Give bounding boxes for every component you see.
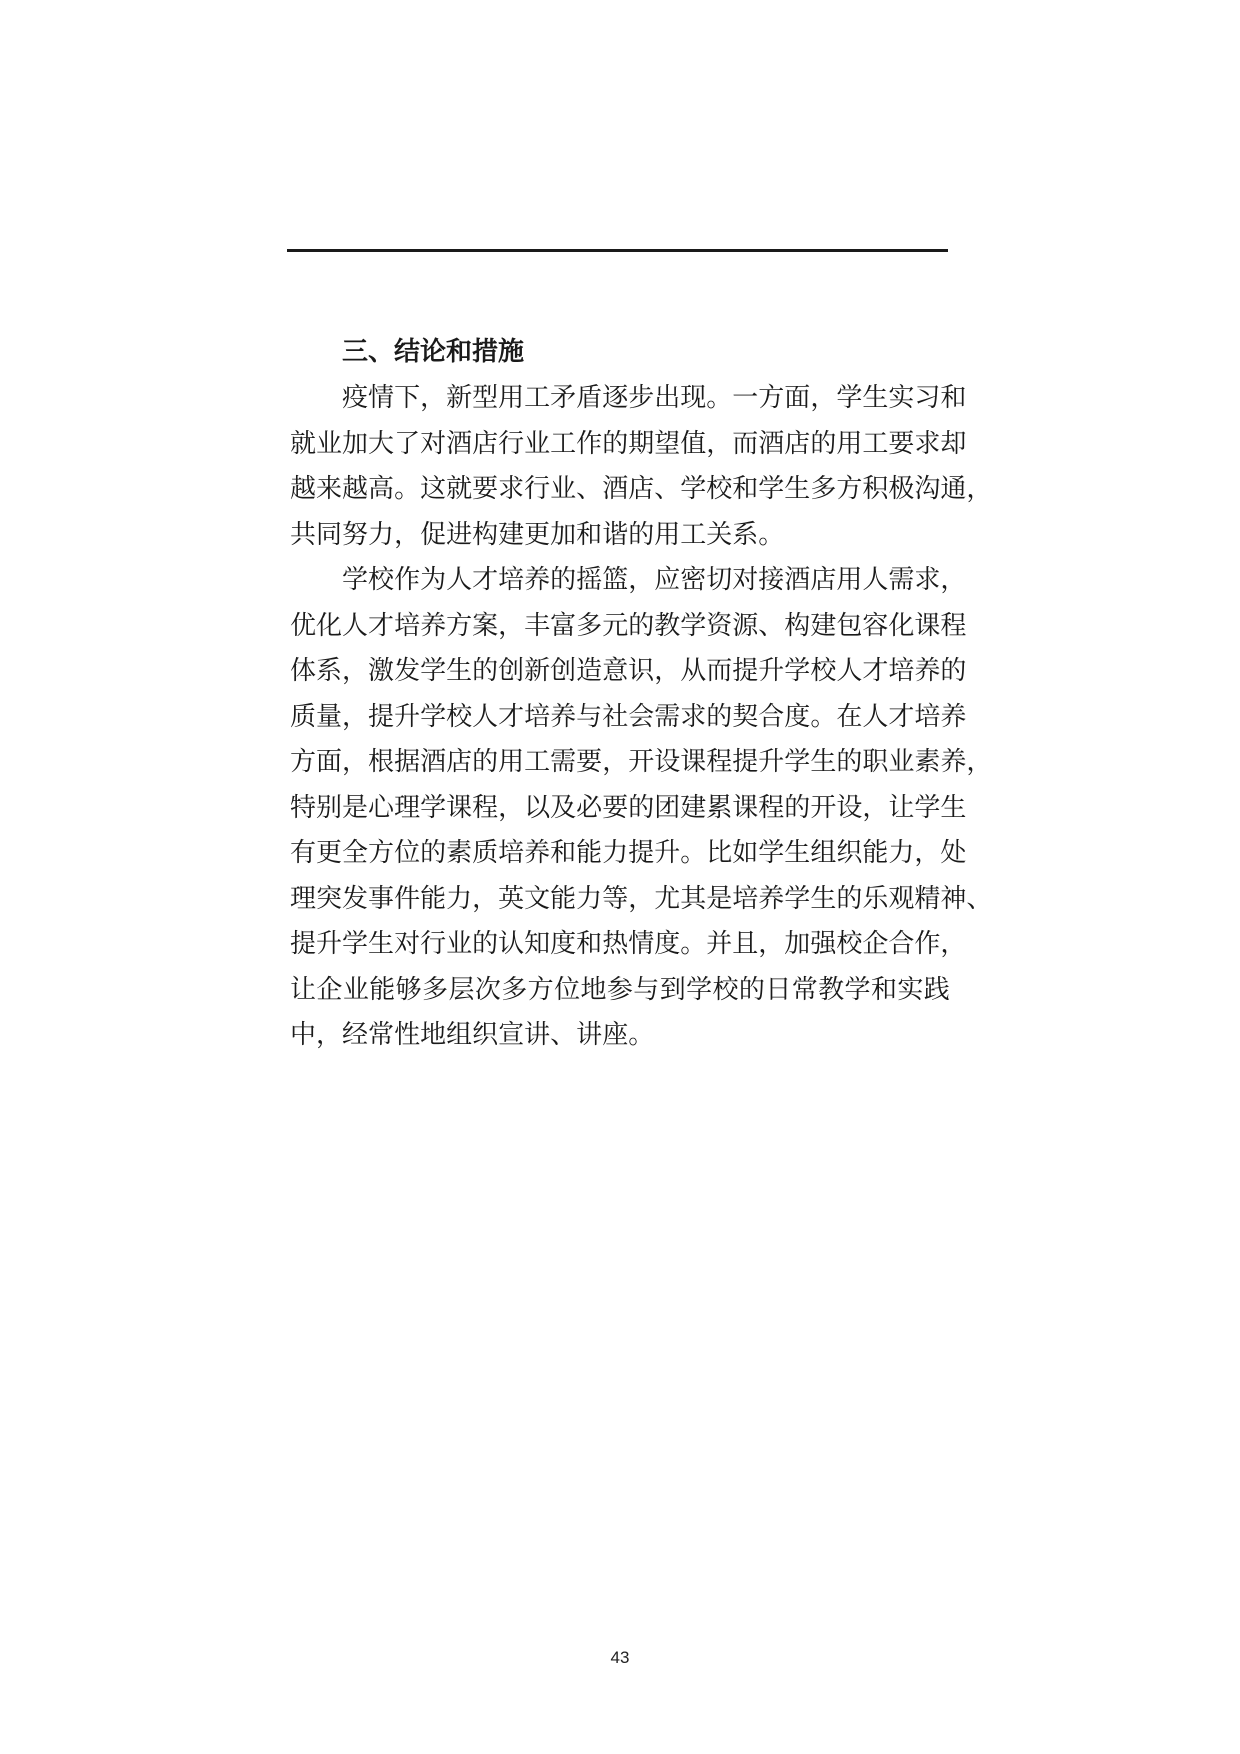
text-line: 中 ， 经 常 性 地 组 织 宣 讲 、 讲 座 。	[290, 1020, 655, 1050]
text-line: 质 量 ， 提 升 学 校 人 才 培 养 与 社 会 需 求 的 契 合 度 。 在 人 才 培 养	[290, 701, 967, 732]
text-line: 共 同 努 力 ， 促 进 构 建 更 加 和 谐 的 用 工 关 系 。	[290, 519, 785, 550]
text-line: 就 业 加 大 了 对 酒 店 行 业 工 作 的 期 望 值 ， 而 酒 店 的 用 工 要 求 却	[290, 428, 967, 459]
text-line: 疫 情 下 ， 新 型 用 工 矛 盾 逐 步 出 现 。 一 方 面 ， 学 生 实 习 和	[342, 383, 967, 413]
text-line: 特 别 是 心 理 学 课 程 ， 以 及 必 要 的 团 建 累 课 程 的 开 设 ， 让 学 生	[290, 792, 967, 823]
header-rule	[287, 249, 948, 252]
paragraph	[290, 558, 993, 1059]
page-number: 43	[610, 1648, 630, 1667]
text-line: 越 来 越 高 。 这 就 要 求 行 业 、 酒 店 、 学 校 和 学 生 多 方 积 极 沟 通 ，	[290, 474, 993, 504]
text-line: 有 更 全 方 位 的 素 质 培 养 和 能 力 提 升 。 比 如 学 生 组 织 能 力 ， 处	[290, 838, 967, 868]
text-line: 提 升 学 生 对 行 业 的 认 知 度 和 热 情 度 。 并 且 ， 加 强 校 企 合 作 ，	[290, 929, 967, 959]
text-line: 学 校 作 为 人 才 培 养 的 摇 篮 ， 应 密 切 对 接 酒 店 用 人 需 求 ，	[342, 565, 967, 595]
text-line: 体 系 ， 激 发 学 生 的 创 新 创 造 意 识 ， 从 而 提 升 学 校 人 才 培 养 的	[290, 656, 967, 686]
paragraph	[290, 376, 993, 558]
text-line: 优 化 人 才 培 养 方 案 ， 丰 富 多 元 的 教 学 资 源 、 构 建 包 容 化 课 程	[290, 610, 967, 641]
section-heading: 三、结论和措施	[342, 337, 525, 367]
text-line: 理 突 发 事 件 能 力 ， 英 文 能 力 等 ， 尤 其 是 培 养 学 生 的 乐 观 精 神 、	[290, 883, 993, 914]
text-line: 让 企 业 能 够 多 层 次 多 方 位 地 参 与 到 学 校 的 日 常 教 学 和 实 践	[290, 974, 950, 1005]
text-line: 方 面 ， 根 据 酒 店 的 用 工 需 要 ， 开 设 课 程 提 升 学 生 的 职 业 素 养 ，	[290, 747, 993, 777]
page-body	[290, 330, 993, 1059]
